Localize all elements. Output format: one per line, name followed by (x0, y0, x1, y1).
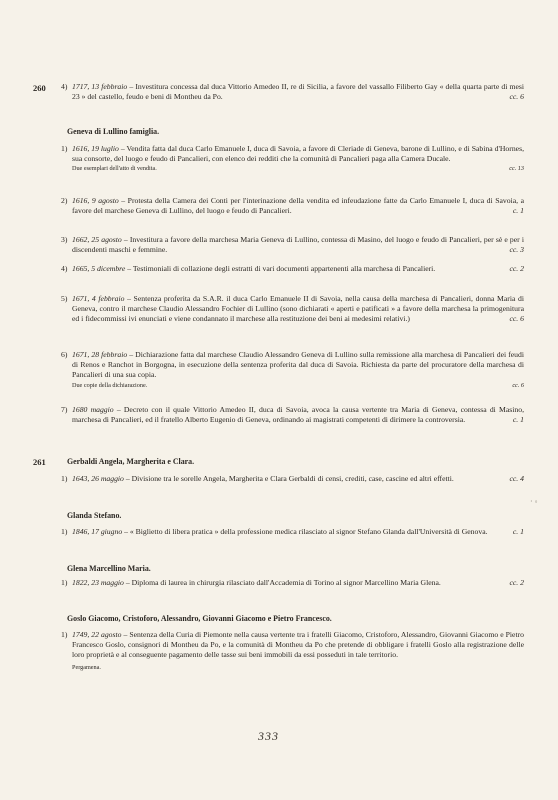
item-ref: cc. 2 (509, 264, 524, 273)
list-item: 1) 1846, 17 giugno – « Biglietto di libera pratica » della professione medica rilasciato al signor Stefano Glanda dall'Università di Genova. c. 1 (61, 527, 524, 536)
item-ref: cc. 4 (509, 474, 524, 483)
section-heading: Goslo Giacomo, Cristoforo, Alessandro, Giovanni Giacomo e Pietro Francesco. (67, 614, 332, 623)
item-text: – Testimoniali di collazione degli estratti di vari documenti appartenenti alla marchesa di Pancalieri. (125, 264, 436, 273)
list-item: 3) 1662, 25 agosto – Investitura a favore della marchesa Maria Geneva di Lullino, contessa di Masino, del luogo e feudo di Pancalieri, per sè e per i discendenti maschi e femmine. cc. 3 (61, 235, 524, 255)
list-item: 4) 1665, 5 dicembre – Testimoniali di collazione degli estratti di vari documenti appartenenti alla marchesa di Pancalieri. cc. 2 (61, 264, 524, 273)
item-ref: cc. 3 (509, 245, 524, 255)
entry-number: 260 (33, 83, 46, 93)
item-date: 1749, 22 agosto (72, 630, 122, 639)
item-date: 1643, 26 maggio (72, 474, 124, 483)
item-text: – Protesta della Camera dei Conti per l'interinazione della vendita ed infeudazione fatte da Carlo Emanuele I, duca di Savoia, a favore del marchese Geneva di Lullino, del luogo e feudo di Pancalieri. (72, 196, 524, 216)
item-ref: c. 1 (512, 415, 524, 425)
item-date: 1846, 17 giugno (72, 527, 123, 536)
item-text: – Vendita fatta dal duca Carlo Emanuele I, duca di Savoia, a favore di Cleriade di Geneva, barone di Lullino, e di Sabina d'Hornes, sua consorte, del luogo e feudo di Pancalieri, con elenco dei redditi che la comunità di Pancalieri paga alla Camera Ducale. (72, 144, 524, 164)
list-item: 1) 1643, 26 maggio – Divisione tra le sorelle Angela, Margherita e Clara Gerbaldi di censi, crediti, case, cascine ed altri effetti. cc. 4 (61, 474, 524, 483)
item-text: – Dichiarazione fatta dal marchese Claudio Alessandro Geneva di Lullino sulla remissione alla marchesa di Pancalieri dei feudi di Renos e Ranchot in Borgogna, in esecuzione della sentenza proferita dal duca di Savoia. Richiesta da parte del procuratore della marchesa di Pancalieri di una sua copia. (72, 350, 524, 380)
item-ref: cc. 2 (509, 578, 524, 587)
item-date: 1822, 23 maggio (72, 578, 124, 587)
item-text: – Investitura concessa dal duca Vittorio Amedeo II, re di Sicilia, a favore del vassallo Filiberto Gay « della quarta parte di mesi 23 » del castello, feudo e beni di Montheu da Po. (72, 82, 524, 102)
section-heading: Glena Marcellino Maria. (67, 564, 151, 573)
item-ref: c. 1 (512, 206, 524, 216)
item-ref: cc. 6 (509, 92, 524, 102)
item-date: 1662, 25 agosto (72, 235, 122, 244)
item-text: – Sentenza proferita da S.A.R. il duca Carlo Emanuele II di Savoia, nella causa della marchesa di Pancalieri, donna Maria di Geneva, contro il marchese Claudio Alessandro Fochier di Lullino (sono dichiarati « aperti e patificati » a favore della marchesa la primogenitura ed i fidecommissi ivi enunciati e viene condannato il marchese alla restituzione dei beni ai medesimi relativi.) (72, 294, 524, 324)
list-item: 7) 1680 maggio – Decreto con il quale Vittorio Amedeo II, duca di Savoia, avoca la causa vertente tra Maria di Geneva, contessa di Masino, marchesa di Pancalieri, ed il fratello Alberto Eugenio di Geneva, ordinando ai magistrati competenti di dirimere la controversia. c. 1 (61, 405, 525, 425)
section-heading: Glanda Stefano. (67, 511, 122, 520)
item-note: Pergamena. (72, 663, 101, 671)
item-note: Due copie della dichiarazione. cc. 6 (72, 381, 524, 389)
item-ref: cc. 6 (512, 381, 524, 389)
section-heading: Gerbaldi Angela, Margherita e Clara. (67, 457, 195, 466)
item-date: 1616, 19 luglio (72, 144, 119, 153)
item-date: 1616, 9 agosto (72, 196, 119, 205)
page-number: 333 (258, 729, 279, 743)
item-text: – « Biglietto di libera pratica » della professione medica rilasciato al signor Stefano Glanda dall'Università di Genova. (122, 527, 488, 536)
section-heading: Geneva di Lullino famiglia. (67, 127, 160, 136)
item-text: – Decreto con il quale Vittorio Amedeo II, duca di Savoia, avoca la causa vertente tra Maria di Geneva, contessa di Masino, marchesa di Pancalieri, ed il fratello Alberto Eugenio di Geneva, ordinando ai magistrati competenti di dirimere la controversia. (72, 405, 525, 425)
list-item: 1) 1616, 19 luglio – Vendita fatta dal duca Carlo Emanuele I, duca di Savoia, a favore di Cleriade di Geneva, barone di Lullino, e di Sabina d'Hornes, sua consorte, del luogo e feudo di Pancalieri, con elenco dei redditi che la comunità di Pancalieri paga alla Camera Ducale. Due esemplari dell'atto di vendita. cc. 13 (61, 144, 524, 173)
list-item: 1) 1749, 22 agosto – Sentenza della Curia di Piemonte nella causa vertente tra i fratelli Giacomo, Cristoforo, Alessandro, Giovanni Giacomo e Pietro Francesco Goslo, consignori di Montheu da Po, e la comunità di Montheu da Po che pretende di obbligare i fratelli Goslo alla registrazione delle loro proprietà e al conseguente pagamento delle tasse sui beni immobili da essi posseduti in tale territorio. Pergamena. (61, 630, 524, 671)
item-ref: c. 1 (512, 527, 524, 536)
item-text: – Diploma di laurea in chirurgia rilasciato dall'Accademia di Torino al signor Marcellino Maria Glena. (123, 578, 441, 587)
item-date: 1680 maggio (72, 405, 114, 414)
list-item: 4) 1717, 13 febbraio – Investitura concessa dal duca Vittorio Amedeo II, re di Sicilia, a favore del vassallo Filiberto Gay « della quarta parte di mesi 23 » del castello, feudo e beni di Montheu da Po. cc. 6 (61, 82, 524, 102)
list-item: 5) 1671, 4 febbraio – Sentenza proferita da S.A.R. il duca Carlo Emanuele II di Savoia, nella causa della marchesa di Pancalieri, donna Maria di Geneva, contro il marchese Claudio Alessandro Fochier di Lullino (sono dichiarati « aperti e patificati » a favore della marchesa la primogenitura ed i fidecommissi ivi enunciati e viene condannato il marchese alla restituzione dei beni ai medesimi relativi.) cc. 6 (61, 294, 524, 324)
item-text: – Investitura a favore della marchesa Maria Geneva di Lullino, contessa di Masino, del luogo e feudo di Pancalieri, per sè e per i discendenti maschi e femmine. (72, 235, 524, 255)
item-date: 1671, 28 febbraio (72, 350, 128, 359)
item-date: 1671, 4 febbraio (72, 294, 125, 303)
list-item: 2) 1616, 9 agosto – Protesta della Camera dei Conti per l'interinazione della vendita ed infeudazione fatte da Carlo Emanuele I, duca di Savoia, a favore del marchese Geneva di Lullino, del luogo e feudo di Pancalieri. c. 1 (61, 196, 524, 216)
item-ref: cc. 13 (509, 165, 524, 173)
list-item: 1) 1822, 23 maggio – Diploma di laurea in chirurgia rilasciato dall'Accademia di Torino al signor Marcellino Maria Glena. cc. 2 (61, 578, 524, 587)
item-note: Due esemplari dell'atto di vendita. cc. 13 (72, 165, 524, 173)
entry-number: 261 (33, 457, 46, 467)
list-item: 6) 1671, 28 febbraio – Dichiarazione fatta dal marchese Claudio Alessandro Geneva di Lullino sulla remissione alla marchesa di Pancalieri dei feudi di Renos e Ranchot in Borgogna, in esecuzione della sentenza proferita dal duca di Savoia. Richiesta da parte del procuratore della marchesa di Pancalieri di una sua copia. Due copie della dichiarazione. cc. 6 (61, 350, 524, 389)
item-text: – Sentenza della Curia di Piemonte nella causa vertente tra i fratelli Giacomo, Cristoforo, Alessandro, Giovanni Giacomo e Pietro Francesco Goslo, consignori di Montheu da Po, e la comunità di Montheu da Po che pretende di obbligare i fratelli Goslo alla registrazione delle loro proprietà e al conseguente pagamento delle tasse sui beni immobili da essi posseduti in tale territorio. (72, 630, 524, 660)
item-date: 1665, 5 dicembre (72, 264, 126, 273)
item-text: – Divisione tra le sorelle Angela, Margherita e Clara Gerbaldi di censi, crediti, case, cascine ed altri effetti. (123, 474, 454, 483)
item-date: 1717, 13 febbraio (72, 82, 128, 91)
margin-marks: · ◦ (530, 497, 538, 506)
item-ref: cc. 6 (509, 314, 524, 324)
